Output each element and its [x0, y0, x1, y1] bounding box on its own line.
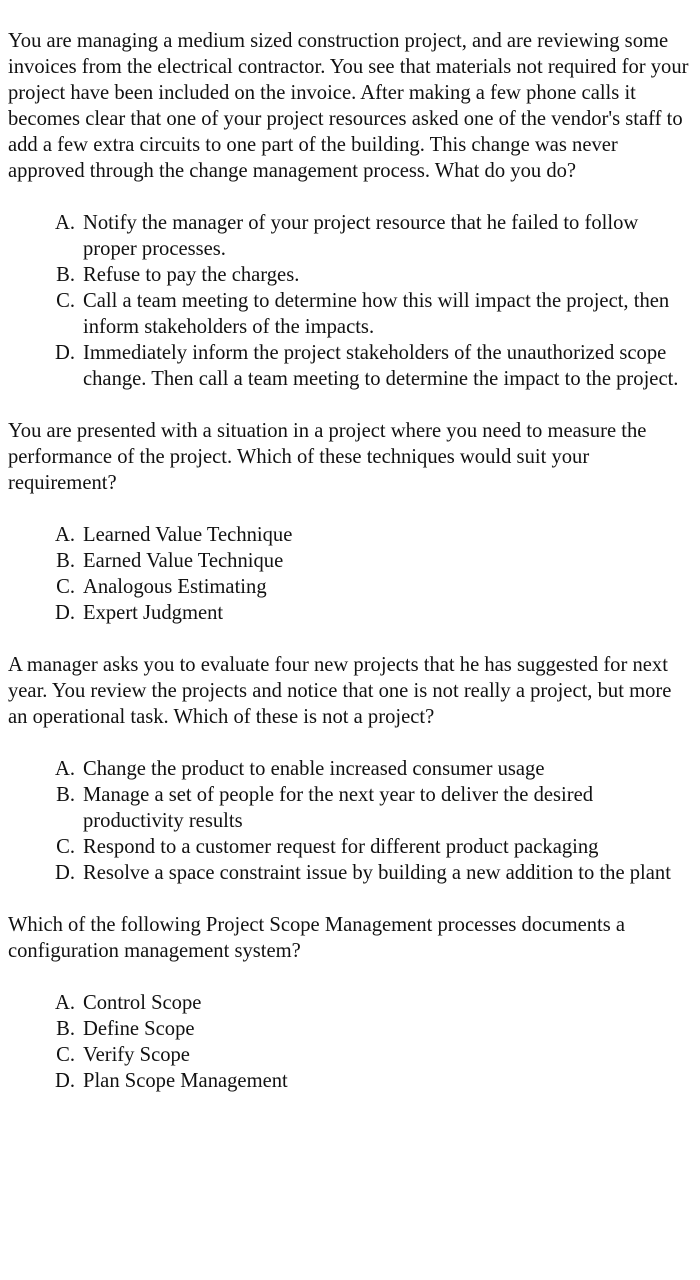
option-letter: C. — [56, 290, 75, 312]
option-letter: B. — [56, 1018, 75, 1040]
option-a — [8, 522, 694, 548]
option-a — [8, 210, 694, 262]
question-1 — [8, 28, 694, 392]
option-letter: D. — [54, 1070, 75, 1092]
option-text: Plan Scope Management — [83, 1070, 288, 1092]
question-2 — [8, 418, 694, 626]
option-text: Notify the manager of your project resource that he failed to follow proper processes. — [83, 212, 639, 260]
option-text: Verify Scope — [83, 1044, 190, 1066]
option-text: Call a team meeting to determine how this will impact the project, then inform stakeholders of the impacts. — [83, 290, 670, 338]
option-d — [8, 1068, 694, 1094]
question-text: You are managing a medium sized construction project, and are reviewing some invoices from the electrical contractor. You see that materials not required for your project have been included on the invoice. After making a few phone calls it becomes clear that one of your project resources asked one of the vendor's staff to add a few extra circuits to one part of the building. This change was never approved through the change management process. What do you do? — [8, 30, 689, 182]
option-letter: A. — [54, 758, 75, 780]
option-c — [8, 288, 694, 340]
option-letter: D. — [54, 862, 75, 884]
option-b — [8, 1016, 694, 1042]
question-text: Which of the following Project Scope Management processes documents a configuration management system? — [8, 914, 626, 962]
option-c — [8, 574, 694, 600]
option-d — [8, 340, 694, 392]
question-4 — [8, 912, 694, 1094]
option-text: Learned Value Technique — [83, 524, 293, 546]
option-list — [8, 210, 694, 392]
option-text: Control Scope — [83, 992, 202, 1014]
option-list — [8, 990, 694, 1094]
document-page — [8, 28, 694, 1094]
option-letter: B. — [56, 264, 75, 286]
option-list — [8, 756, 694, 886]
option-letter: A. — [54, 992, 75, 1014]
option-letter: C. — [56, 576, 75, 598]
option-text: Change the product to enable increased consumer usage — [83, 758, 545, 780]
option-text: Manage a set of people for the next year to deliver the desired productivity results — [83, 784, 594, 832]
option-d — [8, 860, 694, 886]
option-text: Define Scope — [83, 1018, 195, 1040]
spacer — [8, 626, 694, 652]
option-letter: B. — [56, 550, 75, 572]
option-d — [8, 600, 694, 626]
option-letter: C. — [56, 836, 75, 858]
option-b — [8, 262, 694, 288]
question-text: You are presented with a situation in a project where you need to measure the performance of the project. Which of these techniques would suit your requirement? — [8, 420, 647, 494]
option-text: Analogous Estimating — [83, 576, 267, 598]
option-b — [8, 782, 694, 834]
option-a — [8, 990, 694, 1016]
option-letter: C. — [56, 1044, 75, 1066]
option-b — [8, 548, 694, 574]
option-c — [8, 1042, 694, 1068]
option-c — [8, 834, 694, 860]
question-text: A manager asks you to evaluate four new projects that he has suggested for next year. You review the projects and notice that one is not really a project, but more an operational task. Which of these is not a project? — [8, 654, 672, 728]
option-list — [8, 522, 694, 626]
option-letter: D. — [54, 342, 75, 364]
option-letter: B. — [56, 784, 75, 806]
option-text: Refuse to pay the charges. — [83, 264, 300, 286]
option-text: Respond to a customer request for different product packaging — [83, 836, 599, 858]
option-text: Expert Judgment — [83, 602, 224, 624]
option-letter: A. — [54, 524, 75, 546]
option-a — [8, 756, 694, 782]
option-letter: A. — [54, 212, 75, 234]
question-3 — [8, 652, 694, 886]
spacer — [8, 392, 694, 418]
option-letter: D. — [54, 602, 75, 624]
option-text: Earned Value Technique — [83, 550, 284, 572]
option-text: Immediately inform the project stakeholders of the unauthorized scope change. Then call a team meeting to determine the impact to the project. — [83, 342, 679, 390]
option-text: Resolve a space constraint issue by building a new addition to the plant — [83, 862, 671, 884]
spacer — [8, 886, 694, 912]
